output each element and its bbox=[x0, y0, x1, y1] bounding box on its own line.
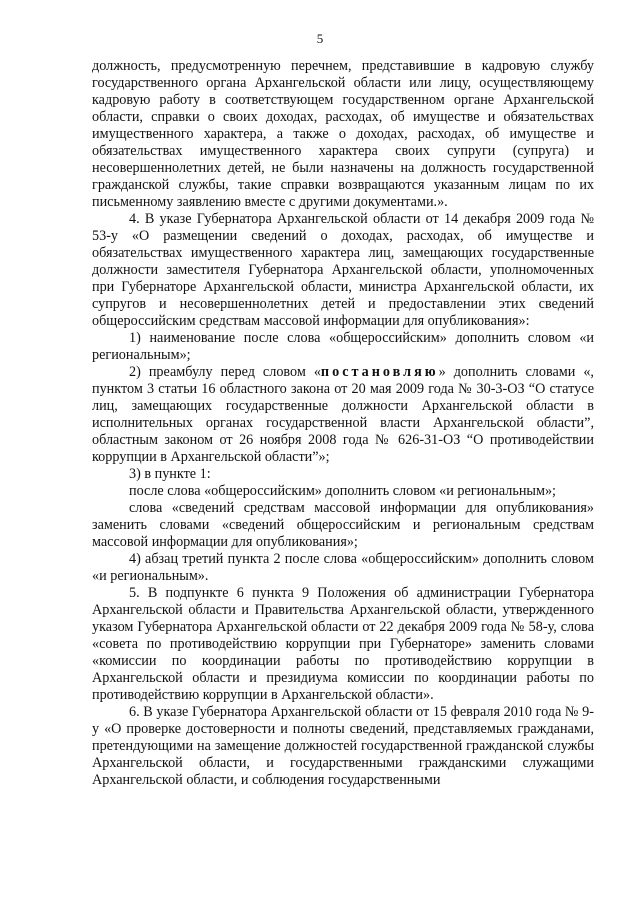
subitem-2-after: » дополнить словами «, пунктом 3 статьи 16 областного закона от 20 мая 2009 года № 30-3-ОЗ “О статусе лиц, замещающих государственные должности Архангельской области в исполнительных органах государственной власти Архангельской области”, областным законом от 26 ноября 2008 года № 626-31-ОЗ “О противодействии коррупции в Архангельской области”»; bbox=[92, 364, 594, 465]
subitem-4: 4) абзац третий пункта 2 после слова «общероссийским» дополнить словом «и региональным». bbox=[92, 551, 594, 584]
page-number: 5 bbox=[316, 31, 324, 46]
subitem-1: 1) наименование после слова «общероссийским» дополнить словом «и региональным»; bbox=[92, 330, 594, 363]
document-body bbox=[92, 58, 594, 789]
paragraph-item-4: 4. В указе Губернатора Архангельской области от 14 декабря 2009 года № 53-у «О размещении сведений о доходах, расходах, об имуществе и обязательствах имущественного характера лиц, замещающих государственные должности заместителя Губернатора Архангельской области, уполномоченных при Губернаторе Архангельской области, министра Архангельской области, их супругов и несовершеннолетних детей и предоставлении этих сведений общероссийским средствам массовой информации для опубликования»: bbox=[92, 211, 594, 329]
subitem-3-a: после слова «общероссийским» дополнить словом «и региональным»; bbox=[129, 483, 556, 499]
paragraph-item-6: 6. В указе Губернатора Архангельской области от 15 февраля 2010 года № 9-у «О проверке достоверности и полноты сведений, представляемых гражданами, претендующими на замещение должностей государственной гражданской службы Архангельской области, и государственными гражданскими служащими Архангельской области, и соблюдения государственными bbox=[92, 704, 594, 788]
spaced-keyword: постановляю bbox=[320, 364, 439, 380]
subitem-2 bbox=[92, 364, 594, 466]
subitem-3: 3) в пункте 1: bbox=[129, 466, 211, 482]
paragraph-continuation: должность, предусмотренную перечнем, представившие в кадровую службу государственного органа Архангельской области или лицу, осуществляющему кадровую работу в соответствующем государственном органе Архангельской области, справки о своих доходах, расходах, об имуществе и обязательствах имущественного характера, а также о доходах, расходах, об имуществе и обязательствах имущественного характера своих супруги (супруга) и несовершеннолетних детей, не были назначены на должность государственной гражданской службы, такие справки возвращаются указанным лицам по их письменному заявлению вместе с другими документами.». bbox=[92, 58, 594, 210]
subitem-2-before: 2) преамбулу перед словом « bbox=[129, 364, 321, 380]
paragraph-item-5: 5. В подпункте 6 пункта 9 Положения об администрации Губернатора Архангельской области и Правительства Архангельской области, утвержденного указом Губернатора Архангельской области от 22 декабря 2009 года № 58-у, слова «совета по противодействию коррупции при Губернаторе» заменить словами «комиссии по координации работы по противодействию коррупции в Архангельской области и президиума комиссии по координации работы по противодействию коррупции в Архангельской области». bbox=[92, 585, 594, 703]
subitem-3-b: слова «сведений средствам массовой информации для опубликования» заменить словами «сведений общероссийским и региональным средствам массовой информации для опубликования»; bbox=[92, 500, 594, 550]
